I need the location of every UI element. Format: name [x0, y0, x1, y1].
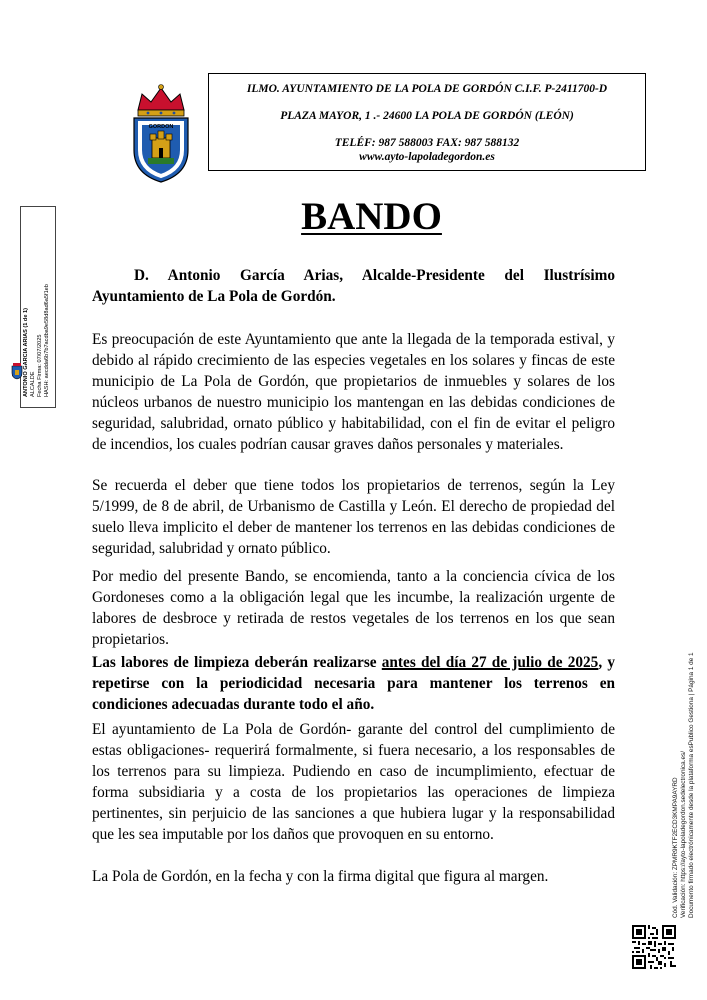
- qr-code[interactable]: [632, 925, 676, 969]
- letterhead-line-1: ILMO. AYUNTAMIENTO DE LA POLA DE GORDÓN C.I.F. P-2411700-D: [246, 83, 608, 95]
- seal-icon: [8, 362, 26, 380]
- signature-date: Fecha Firma: 07/07/2025: [37, 334, 43, 397]
- letterhead-line-2: PLAZA MAYOR, 1 .- 24600 LA POLA DE GORDÓN (LEÓN): [280, 110, 574, 122]
- signature-hash: HASH: aecdda6b7b7acdba9e58d8ad6a5f1eb: [44, 284, 50, 397]
- validation-code: Cód. Validación: ZPMR9KTF2ECD3KMPA9AYRD: [672, 777, 679, 918]
- paragraph-3: Por medio del presente Bando, se encomienda, tanto a la conciencia cívica de los Gordoneses como a la obligación legal que les incumbe, la realización urgente de labores de desbroce y retirada de restos vegetales de los terrenos en los que sean propietarios.: [92, 568, 615, 648]
- paragraph-4-deadline: [92, 652, 615, 715]
- signer-name: ANTONIO GARCIA ARIAS (1 de 1): [23, 308, 29, 397]
- signer-role: ALCALDE: [30, 371, 36, 397]
- letterhead-line-3: TELÉF: 987 588003 FAX: 987 588132: [334, 137, 520, 149]
- deadline-date: antes del día 27 de julio de 2025: [381, 654, 599, 671]
- intro-paragraph: D. Antonio García Arias, Alcalde-Presidente del Ilustrísimo Ayuntamiento de La Pola de Gordón.: [92, 267, 615, 305]
- validation-strip: [672, 618, 697, 918]
- paragraph-2: Se recuerda el deber que tiene todos los propietarios de terrenos, según la Ley 5/1999, de 8 de abril, de Urbanismo de Castilla y León. El derecho de propiedad del suelo lleva implicito el deber de mantener los terrenos en las debidas condiciones de seguridad, salubridad y ornato público.: [92, 477, 615, 557]
- letterhead-box: [208, 73, 646, 171]
- page-title: BANDO: [301, 195, 442, 238]
- paragraph-5: El ayuntamiento de La Pola de Gordón- garante del control del cumplimiento de estas obligaciones- requerirá formalmente, si fuera necesario, a los responsables de los terrenos para su limpieza. Pudiendo en caso de incumplimiento, efectuar de forma subsidiaria y a costa de los propietarios las operaciones de limpieza pertinentes, sin perjuicio de las sanciones a que hubiera lugar y la responsabilidad que les sea imputable por los daños que provoquen en su entorno.: [92, 721, 615, 843]
- platform-note: Documento firmado electrónicamente desde la plataforma esPublico Gestiona | Página 1 de 1: [688, 652, 696, 918]
- letterhead-website: www.ayto-lapoladegordon.es: [359, 151, 495, 163]
- paragraph-1: Es preocupación de este Ayuntamiento que ante la llegada de la temporada estival, y debido al rápido crecimiento de las especies vegetales en los solares y fincas de este municipio de La Pola de Gordón, que propietarios de inmuebles y solares de los núcleos urbanos de nuestro municipio los mantengan en las debidas condiciones de seguridad, salubridad, ornato público y habitabilidad, con el fin de evitar el peligro de incendios, los cuales podrían causar graves daños personales y materiales.: [92, 331, 615, 453]
- closing-paragraph: La Pola de Gordón, en la fecha y con la firma digital que figura al margen.: [92, 868, 549, 885]
- deadline-text-a: Las labores de limpieza deberán realizarse: [92, 654, 382, 671]
- verification-url[interactable]: Verificación: https://ayto-lapoladegordon.sedelectronica.es/: [680, 751, 688, 918]
- signature-stamp-text: [23, 211, 51, 397]
- logo-label: GORDON: [148, 124, 174, 130]
- coat-of-arms-logo: [118, 80, 204, 186]
- deadline-text-b: , y repetirse con la periodicidad necesaria para mantener los terrenos en condiciones adecuadas durante todo el año.: [92, 654, 616, 713]
